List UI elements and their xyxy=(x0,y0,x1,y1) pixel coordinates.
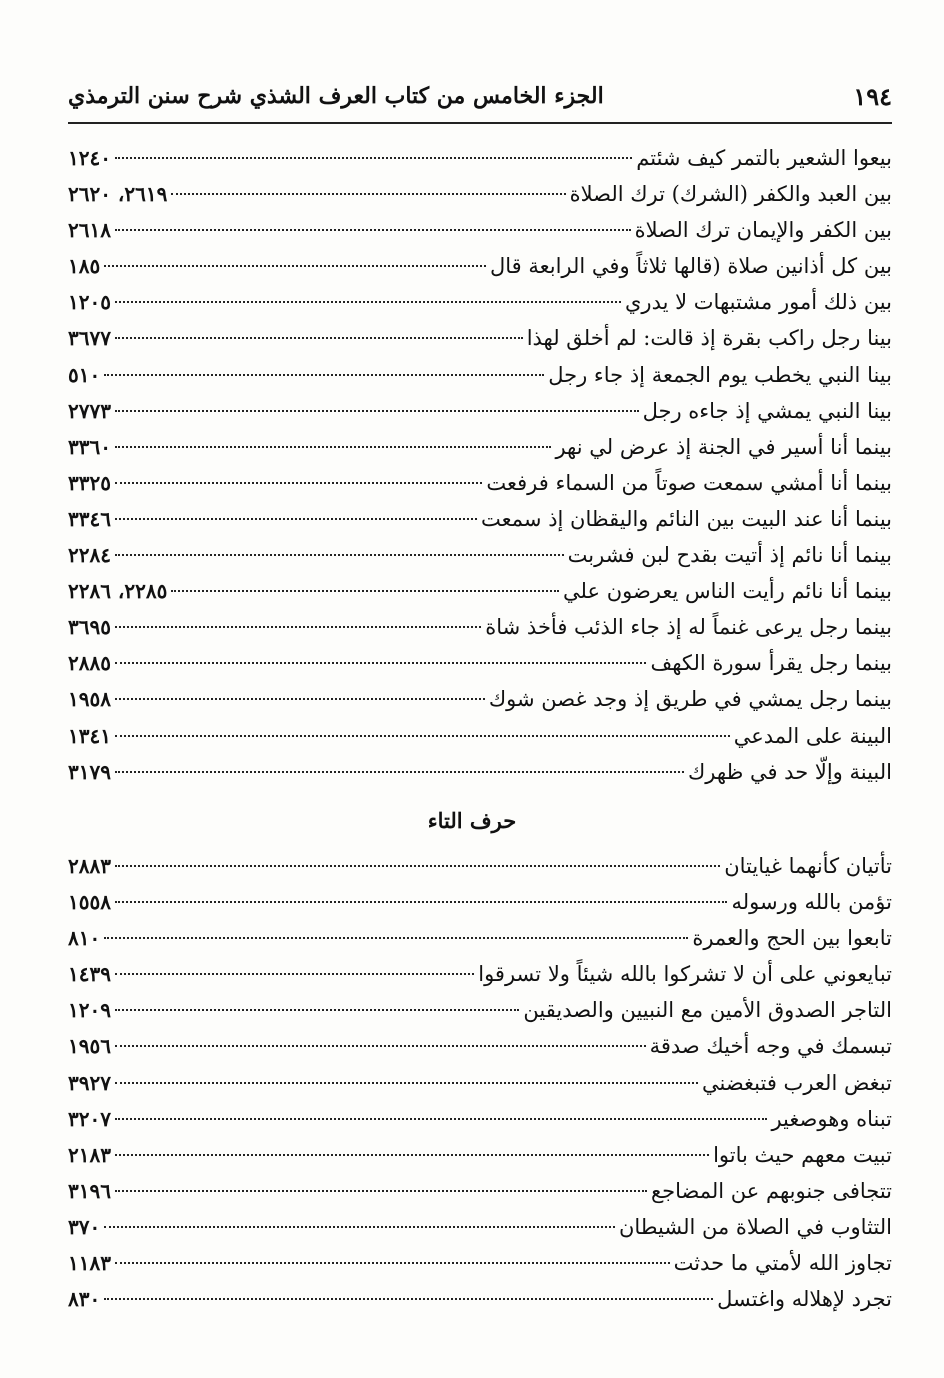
dot-leader xyxy=(115,1045,646,1047)
index-entry xyxy=(68,718,892,754)
entry-text: بين العبد والكفر (الشرك) ترك الصلاة xyxy=(569,182,892,207)
index-entry xyxy=(68,140,892,176)
entry-reference-number: ١٨٥ xyxy=(68,254,101,279)
dot-leader xyxy=(115,1118,767,1120)
dot-leader xyxy=(171,590,559,592)
dot-leader xyxy=(104,265,486,267)
entry-text: البينة وإلّا حد في ظهرك xyxy=(688,759,892,784)
dot-leader xyxy=(104,374,544,376)
index-entry xyxy=(68,176,892,212)
entry-text: بينما أنا عند البيت بين النائم واليقظان إذ سمعت xyxy=(481,506,892,531)
index-entry xyxy=(68,1173,892,1209)
index-entry xyxy=(68,1281,892,1317)
index-entry xyxy=(68,848,892,884)
dot-leader xyxy=(115,1190,647,1192)
entry-reference-number: ٣٦٩٥ xyxy=(68,615,111,640)
dot-leader xyxy=(115,1009,519,1011)
index-entry xyxy=(68,212,892,248)
entry-text: بينما أنا نائم رأيت الناس يعرضون علي xyxy=(563,579,892,604)
entry-text: البينة على المدعي xyxy=(733,723,892,748)
index-entry xyxy=(68,501,892,537)
entry-reference-number: ٢٧٧٣ xyxy=(68,398,111,423)
entry-reference-number: ٣٢٠٧ xyxy=(68,1106,111,1131)
entry-text: بينما رجل يمشي في طريق إذ وجد غصن شوك xyxy=(488,687,892,712)
dot-leader xyxy=(115,554,564,556)
entry-text: بينما أنا نائم إذ أتيت بقدح لبن فشربت xyxy=(567,543,892,568)
section-heading: حرف التاء xyxy=(427,808,517,833)
dot-leader xyxy=(115,301,621,303)
dot-leader xyxy=(115,973,474,975)
index-entry xyxy=(68,609,892,645)
index-list-ta xyxy=(68,848,892,1317)
entry-text: تتجافى جنوبهم عن المضاجع xyxy=(650,1178,892,1203)
running-title: الجزء الخامس من كتاب العرف الشذي شرح سنن الترمذي xyxy=(68,83,604,109)
dot-leader xyxy=(115,1082,698,1084)
entry-text: بينما أنا أمشي سمعت صوتاً من السماء فرفعت xyxy=(486,470,892,495)
entry-reference-number: ٨١٠ xyxy=(68,926,101,951)
entry-reference-number: ٢٢٨٤ xyxy=(68,543,111,568)
index-entry xyxy=(68,393,892,429)
entry-reference-number: ٢٢٨٥، ٢٢٨٦ xyxy=(68,579,168,604)
entry-reference-number: ٣١٩٦ xyxy=(68,1178,111,1203)
index-list-ba xyxy=(68,140,892,790)
entry-text: بينما رجل يرعى غنماً له إذ جاء الذئب فأخذ شاة xyxy=(485,615,892,640)
index-entry xyxy=(68,645,892,681)
index-entry xyxy=(68,1245,892,1281)
dot-leader xyxy=(115,735,730,737)
dot-leader xyxy=(115,1262,670,1264)
index-entry xyxy=(68,681,892,717)
entry-reference-number: ١٩٥٦ xyxy=(68,1034,111,1059)
entry-text: تبيت معهم حيث باتوا xyxy=(713,1142,892,1167)
entry-text: تبسمك في وجه أخيك صدقة xyxy=(649,1034,892,1059)
entry-text: تأتيان كأنهما غيايتان xyxy=(724,854,892,878)
entry-text: بيعوا الشعير بالتمر كيف شئتم xyxy=(636,146,892,170)
entry-text: تبغض العرب فتبغضني xyxy=(701,1070,892,1095)
entry-reference-number: ٣١٧٩ xyxy=(68,759,111,784)
entry-reference-number: ١١٨٣ xyxy=(68,1251,111,1276)
index-entry xyxy=(68,284,892,320)
index-entry xyxy=(68,1101,892,1137)
index-entry xyxy=(68,1028,892,1064)
index-entry xyxy=(68,956,892,992)
entry-text: التاجر الصدوق الأمين مع النبيين والصديقين xyxy=(523,998,892,1023)
index-entry xyxy=(68,1137,892,1173)
entry-reference-number: ١٤٣٩ xyxy=(68,962,111,987)
dot-leader xyxy=(171,193,565,195)
index-entry xyxy=(68,1209,892,1245)
index-entry xyxy=(68,754,892,790)
entry-text: بين الكفر والإيمان ترك الصلاة xyxy=(634,218,892,243)
entry-reference-number: ١٩٥٨ xyxy=(68,687,111,712)
entry-reference-number: ١٢٠٥ xyxy=(68,290,111,315)
entry-reference-number: ٨٣٠ xyxy=(68,1287,101,1312)
dot-leader xyxy=(115,1154,709,1156)
entry-text: بينا النبي يمشي إذ جاءه رجل xyxy=(642,398,892,423)
dot-leader xyxy=(115,865,720,867)
index-entry xyxy=(68,537,892,573)
entry-text: تبناه وهوصغير xyxy=(771,1106,892,1131)
dot-leader xyxy=(115,771,684,773)
entry-reference-number: ٢٦١٩، ٢٦٢٠ xyxy=(68,182,168,207)
entry-text: تبايعوني على أن لا تشركوا بالله شيئاً ولا تسرقوا xyxy=(478,962,892,987)
dot-leader xyxy=(104,937,688,939)
entry-reference-number: ٣٦٧٧ xyxy=(68,326,111,351)
dot-leader xyxy=(115,626,481,628)
index-entry xyxy=(68,884,892,920)
dot-leader xyxy=(104,1298,713,1300)
entry-text: بين ذلك أمور مشتبهات لا يدري xyxy=(625,290,892,315)
entry-text: تجاوز الله لأمتي ما حدثت xyxy=(673,1251,892,1276)
dot-leader xyxy=(115,901,728,903)
dot-leader xyxy=(115,518,477,520)
entry-reference-number: ٥١٠ xyxy=(68,362,101,387)
entry-text: بينا رجل راكب بقرة إذ قالت: لم أخلق لهذا xyxy=(526,326,892,351)
entry-text: بينما أنا أسير في الجنة إذ عرض لي نهر xyxy=(555,434,892,459)
entry-reference-number: ١٣٤١ xyxy=(68,723,111,748)
index-entry xyxy=(68,920,892,956)
entry-reference-number: ٢١٨٣ xyxy=(68,1142,111,1167)
dot-leader xyxy=(115,410,639,412)
page-header xyxy=(68,70,892,124)
dot-leader xyxy=(115,482,482,484)
index-entry xyxy=(68,573,892,609)
entry-reference-number: ١٢٠٩ xyxy=(68,998,111,1023)
entry-reference-number: ٢٦١٨ xyxy=(68,218,111,243)
entry-text: تؤمن بالله ورسوله xyxy=(731,890,892,915)
index-entry xyxy=(68,357,892,393)
dot-leader xyxy=(115,698,485,700)
entry-text: بينا النبي يخطب يوم الجمعة إذ جاء رجل xyxy=(548,362,892,387)
entry-text: تابعوا بين الحج والعمرة xyxy=(692,926,892,951)
entry-reference-number: ٣٩٢٧ xyxy=(68,1070,111,1095)
entry-reference-number: ٢٨٨٥ xyxy=(68,651,111,676)
entry-text: التثاوب في الصلاة من الشيطان xyxy=(618,1214,892,1239)
index-entry xyxy=(68,465,892,501)
dot-leader xyxy=(104,1226,615,1228)
dot-leader xyxy=(115,157,632,159)
entry-text: بينما رجل يقرأ سورة الكهف xyxy=(650,651,892,676)
entry-reference-number: ١٢٤٠ xyxy=(68,146,111,170)
entry-text: تجرد لإهلاله واغتسل xyxy=(717,1287,892,1312)
dot-leader xyxy=(115,662,647,664)
dot-leader xyxy=(115,229,631,231)
index-entry xyxy=(68,992,892,1028)
index-entry xyxy=(68,248,892,284)
dot-leader xyxy=(115,337,523,339)
entry-reference-number: ٣٣٢٥ xyxy=(68,470,111,495)
dot-leader xyxy=(115,446,552,448)
index-entry xyxy=(68,1065,892,1101)
index-entry xyxy=(68,320,892,356)
entry-reference-number: ٣٧٠ xyxy=(68,1214,101,1239)
page-number: ١٩٤ xyxy=(853,81,892,111)
entry-reference-number: ٣٣٤٦ xyxy=(68,506,111,531)
entry-text: بين كل أذانين صلاة (قالها ثلاثاً وفي الرابعة قال xyxy=(489,254,892,279)
entry-reference-number: ٢٨٨٣ xyxy=(68,854,111,878)
index-entry xyxy=(68,429,892,465)
entry-reference-number: ١٥٥٨ xyxy=(68,890,111,915)
entry-reference-number: ٣٣٦٠ xyxy=(68,434,111,459)
